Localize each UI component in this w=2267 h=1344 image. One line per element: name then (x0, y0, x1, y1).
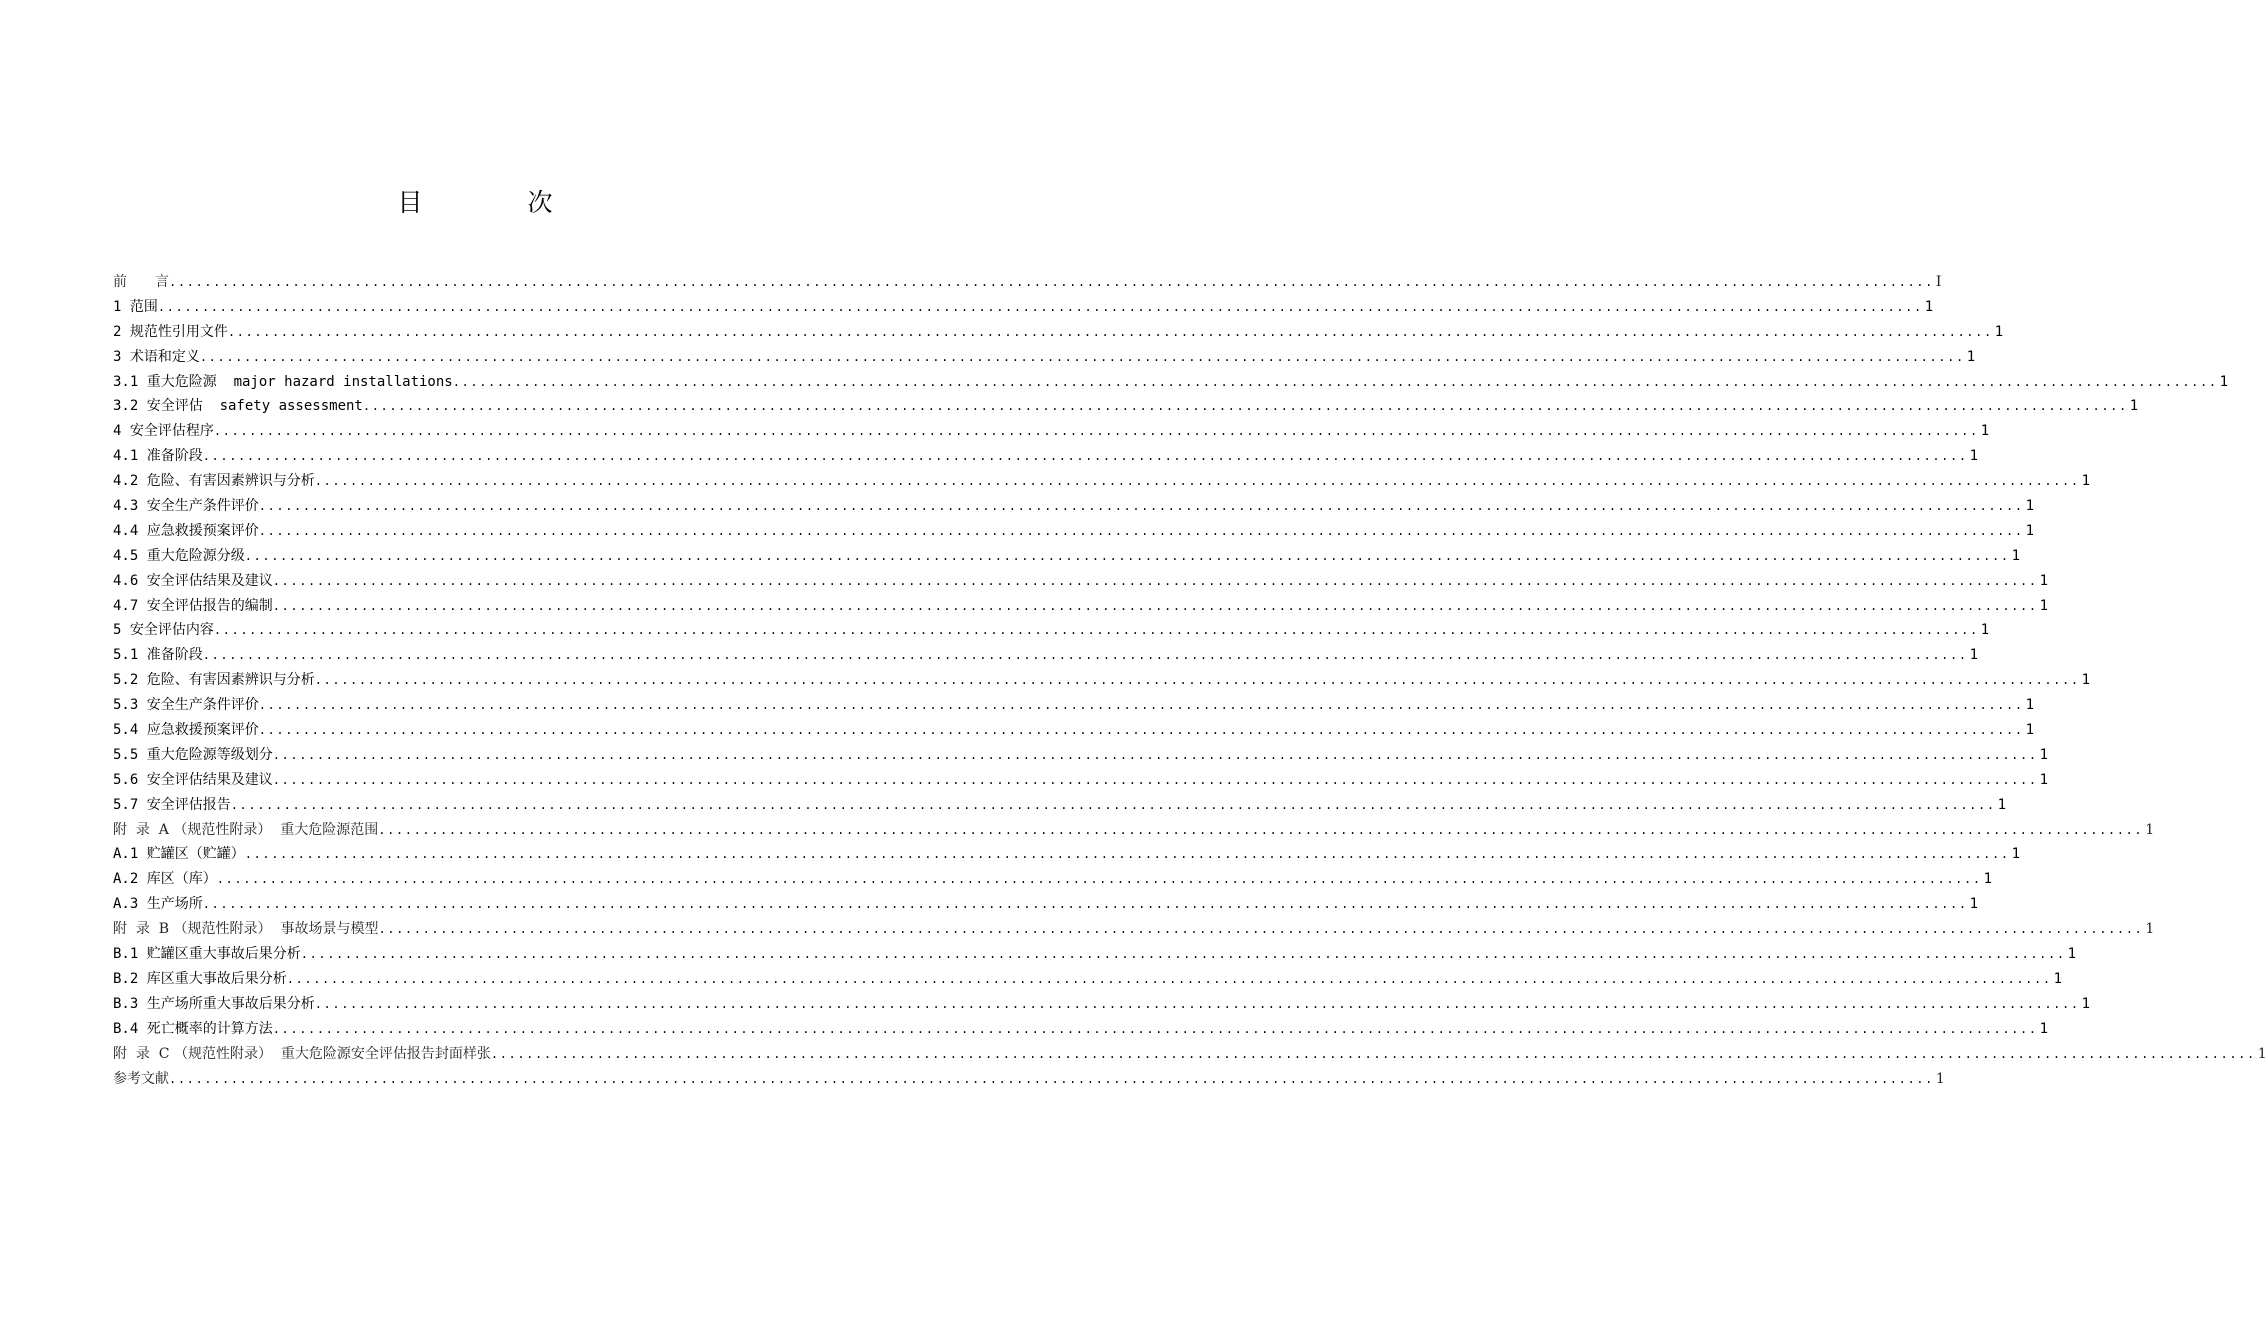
toc-entry[interactable] (113, 1017, 2049, 1042)
toc-entry[interactable] (113, 370, 2229, 395)
toc-entry-page-number: 1 (1924, 298, 1934, 315)
toc-leader-dots: ........................................................................................................................................................................................................ (258, 723, 2024, 738)
table-of-contents (113, 270, 2267, 1091)
toc-entry[interactable] (113, 867, 1993, 892)
toc-entry-page-number: 1 (2025, 722, 2035, 739)
toc-entry-label: 4.5 重大危险源分级 (113, 547, 245, 564)
toc-entry[interactable] (113, 394, 2139, 419)
toc-entry[interactable] (113, 519, 2035, 544)
toc-entry-page-number: 1 (1969, 448, 1979, 465)
toc-entry[interactable] (113, 320, 2004, 345)
toc-entry[interactable] (113, 569, 2049, 594)
toc-leader-dots: ........................................................................................................................................................................................................ (452, 374, 2218, 389)
toc-entry-label: 前 言 (113, 274, 169, 290)
toc-entry-label: B.2 库区重大事故后果分析 (113, 970, 287, 987)
toc-entry-label: 附 录 A （规范性附录） 重大危险源范围 (113, 821, 379, 838)
toc-leader-dots: ........................................................................................................................................................................................................ (378, 922, 2144, 937)
toc-entry[interactable] (113, 544, 2021, 569)
toc-leader-dots: ........................................................................................................................................................................................................ (213, 424, 1979, 439)
toc-entry-label: 5 安全评估内容 (113, 622, 214, 639)
toc-entry-label: 5.6 安全评估结果及建议 (113, 771, 273, 788)
toc-entry-label: 5.4 应急救援预案评价 (113, 722, 259, 739)
toc-leader-dots: ........................................................................................................................................................................................................ (286, 971, 2052, 986)
toc-entry[interactable] (113, 1042, 2267, 1067)
toc-entry-page-number: 1 (1966, 348, 1976, 365)
toc-leader-dots: ........................................................................................................................................................................................................ (272, 1021, 2038, 1036)
toc-entry-label: 3.2 安全评估 safety assessment (113, 398, 363, 415)
toc-leader-dots: ........................................................................................................................................................................................................ (314, 996, 2080, 1011)
toc-entry-label: 参考文献 (113, 1070, 169, 1087)
toc-entry[interactable] (113, 270, 1942, 295)
toc-entry-page-number: 1 (1994, 323, 2004, 340)
toc-entry-page-number: 1 (2025, 522, 2035, 539)
toc-leader-dots: ........................................................................................................................................................................................................ (272, 598, 2038, 613)
toc-entry-page-number: 1 (2067, 946, 2077, 963)
toc-entry-page-number: 1 (2219, 373, 2229, 390)
toc-entry[interactable] (113, 295, 1934, 320)
toc-leader-dots: ........................................................................................................................................................................................................ (169, 1071, 1934, 1086)
toc-leader-dots: ........................................................................................................................................................................................................ (300, 947, 2066, 962)
toc-entry-label: 4.7 安全评估报告的编制 (113, 597, 273, 614)
toc-entry-page-number: 1 (2039, 1020, 2049, 1037)
toc-leader-dots: ........................................................................................................................................................................................................ (230, 797, 1996, 812)
toc-entry-label: 3 术语和定义 (113, 348, 200, 365)
toc-entry-label: 5.3 安全生产条件评价 (113, 697, 259, 714)
toc-entry-page-number: 1 (2039, 572, 2049, 589)
toc-entry-label: 5.2 危险、有害因素辨识与分析 (113, 672, 315, 689)
toc-leader-dots: ........................................................................................................................................................................................................ (378, 822, 2144, 837)
toc-entry-page-number: 1 (2039, 771, 2049, 788)
toc-entry-page-number: 1 (1969, 896, 1979, 913)
toc-leader-dots: ........................................................................................................................................................................................................ (199, 349, 1965, 364)
toc-leader-dots: ........................................................................................................................................................................................................ (216, 872, 1982, 887)
toc-entry[interactable] (113, 917, 2155, 942)
toc-entry[interactable] (113, 892, 1979, 917)
toc-entry-page-number: 1 (2145, 921, 2155, 938)
toc-leader-dots: ........................................................................................................................................................................................................ (272, 573, 2038, 588)
toc-leader-dots: ........................................................................................................................................................................................................ (362, 399, 2128, 414)
toc-leader-dots: ........................................................................................................................................................................................................ (202, 648, 1968, 663)
toc-leader-dots: ........................................................................................................................................................................................................ (314, 673, 2080, 688)
toc-entry-label: 3.1 重大危险源 major hazard installations (113, 373, 453, 390)
toc-leader-dots: ........................................................................................................................................................................................................ (227, 324, 1993, 339)
toc-leader-dots: ........................................................................................................................................................................................................ (272, 772, 2038, 787)
toc-entry-label: 附 录 C （规范性附录） 重大危险源安全评估报告封面样张 (113, 1045, 491, 1062)
toc-entry-page-number: 1 (2081, 995, 2091, 1012)
toc-entry[interactable] (113, 643, 1979, 668)
toc-entry[interactable] (113, 594, 2049, 619)
toc-entry-page-number: 1 (2129, 398, 2139, 415)
toc-entry-page-number: 1 (2145, 821, 2155, 838)
toc-entry[interactable] (113, 345, 1976, 370)
toc-leader-dots: ........................................................................................................................................................................................................ (490, 1046, 2256, 1061)
toc-leader-dots: ........................................................................................................................................................................................................ (169, 275, 1934, 289)
toc-entry[interactable] (113, 992, 2091, 1017)
toc-entry-label: A.3 生产场所 (113, 896, 203, 913)
toc-entry-page-number: 1 (2039, 597, 2049, 614)
toc-entry[interactable] (113, 718, 2035, 743)
toc-entry[interactable] (113, 668, 2091, 693)
toc-entry-page-number: 1 (1969, 647, 1979, 664)
toc-entry-page-number: 1 (2025, 697, 2035, 714)
toc-entry-page-number: 1 (1935, 1070, 1945, 1087)
page-title: 目 次 (397, 188, 593, 217)
toc-entry-label: 4 安全评估程序 (113, 423, 214, 440)
toc-entry-page-number: 1 (2081, 672, 2091, 689)
toc-entry-page-number: 1 (2011, 547, 2021, 564)
toc-entry[interactable] (113, 618, 1990, 643)
toc-leader-dots: ........................................................................................................................................................................................................ (258, 523, 2024, 538)
toc-leader-dots: ........................................................................................................................................................................................................ (202, 897, 1968, 912)
toc-entry-label: B.4 死亡概率的计算方法 (113, 1020, 273, 1037)
toc-entry-page-number: 1 (2039, 746, 2049, 763)
toc-leader-dots: ........................................................................................................................................................................................................ (202, 449, 1968, 464)
toc-entry-label: 5.1 准备阶段 (113, 647, 203, 664)
toc-entry[interactable] (113, 444, 1979, 469)
toc-leader-dots: ........................................................................................................................................................................................................ (244, 548, 2010, 563)
toc-leader-dots: ........................................................................................................................................................................................................ (272, 747, 2038, 762)
toc-entry-label: 4.2 危险、有害因素辨识与分析 (113, 473, 315, 490)
toc-entry-page-number: 1 (2257, 1045, 2267, 1062)
toc-entry-page-number: 1 (1980, 622, 1990, 639)
toc-entry-label: 5.5 重大危险源等级划分 (113, 746, 273, 763)
toc-entry[interactable] (113, 793, 2007, 818)
toc-entry-label: 5.7 安全评估报告 (113, 796, 231, 813)
toc-entry-page-number: 1 (1983, 871, 1993, 888)
toc-entry-label: 4.6 安全评估结果及建议 (113, 572, 273, 589)
toc-leader-dots: ........................................................................................................................................................................................................ (157, 299, 1923, 314)
toc-entry[interactable] (113, 494, 2035, 519)
toc-leader-dots: ........................................................................................................................................................................................................ (258, 499, 2024, 514)
toc-entry-page-number: 1 (2081, 473, 2091, 490)
toc-entry-label: 4.1 准备阶段 (113, 448, 203, 465)
toc-entry-page-number: 1 (1997, 796, 2007, 813)
toc-entry-page-number: 1 (2011, 846, 2021, 863)
toc-entry[interactable] (113, 967, 2063, 992)
toc-entry[interactable] (113, 469, 2091, 494)
toc-entry-label: A.1 贮罐区（贮罐） (113, 846, 245, 863)
toc-entry[interactable] (113, 842, 2021, 867)
toc-entry-label: 4.4 应急救援预案评价 (113, 522, 259, 539)
toc-leader-dots: ........................................................................................................................................................................................................ (213, 623, 1979, 638)
toc-entry-page-number: 1 (2053, 970, 2063, 987)
toc-entry[interactable] (113, 768, 2049, 793)
toc-leader-dots: ........................................................................................................................................................................................................ (244, 847, 2010, 862)
toc-entry-page-number: I (1935, 274, 1942, 290)
toc-entry[interactable] (113, 1067, 1945, 1092)
toc-entry-label: A.2 库区（库） (113, 871, 217, 888)
toc-entry[interactable] (113, 818, 2155, 843)
toc-entry-label: 1 范围 (113, 298, 158, 315)
toc-entry-label: B.1 贮罐区重大事故后果分析 (113, 946, 301, 963)
toc-entry[interactable] (113, 419, 1990, 444)
toc-entry-label: 附 录 B （规范性附录） 事故场景与模型 (113, 921, 379, 938)
toc-entry[interactable] (113, 743, 2049, 768)
toc-entry-label: 4.3 安全生产条件评价 (113, 498, 259, 515)
toc-entry-label: 2 规范性引用文件 (113, 323, 228, 340)
toc-leader-dots: ........................................................................................................................................................................................................ (314, 474, 2080, 489)
toc-entry[interactable] (113, 942, 2077, 967)
toc-entry-page-number: 1 (2025, 498, 2035, 515)
toc-entry-label: B.3 生产场所重大事故后果分析 (113, 995, 315, 1012)
toc-entry[interactable] (113, 693, 2035, 718)
toc-entry-page-number: 1 (1980, 423, 1990, 440)
toc-leader-dots: ........................................................................................................................................................................................................ (258, 698, 2024, 713)
